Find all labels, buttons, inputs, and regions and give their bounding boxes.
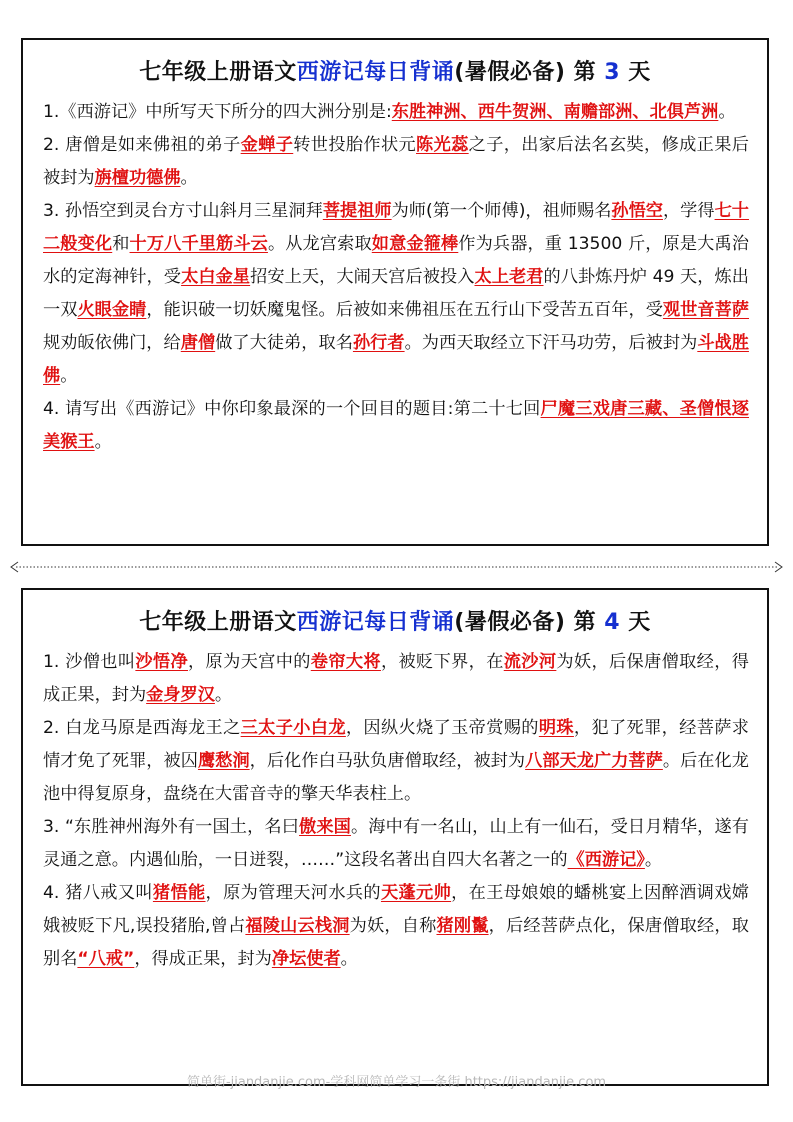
body-text: 作为兵器，重 13500 斤，原是大禹治水的定海神针，受 (43, 234, 749, 287)
body-text: 为师(第一个师傅)，祖师赐名 (391, 201, 612, 221)
answer-text: 太白金星 (181, 267, 251, 287)
body-text: 做了大徒弟，取名 (215, 333, 353, 353)
answer-text: 卷帘大将 (310, 652, 381, 672)
body-text: ，在王母娘娘的蟠桃宴上因醉酒调戏嫦娥被贬下凡,误投猪胎,曾占 (43, 883, 749, 936)
answer-text: 孙行者 (352, 333, 405, 353)
answer-text: “八戒” (77, 949, 135, 969)
body-text: 1. 沙僧也叫 (43, 652, 136, 672)
body-text: 。从龙宫索取 (267, 234, 372, 254)
body-text: 4. 猪八戒又叫 (43, 883, 153, 903)
answer-text: 观世音菩萨 (662, 300, 749, 320)
body-text: ，因纵火烧了玉帝赏赐的 (345, 718, 539, 738)
paragraph (43, 393, 749, 459)
body-text: 和 (112, 234, 130, 254)
body-text: 转世投胎作状元 (293, 135, 417, 155)
answer-text: 明珠 (538, 718, 574, 738)
answer-text: 陈光蕊 (416, 135, 469, 155)
body-text: 。后在化龙池中得复原身，盘绕在大雷音寺的擎天华表柱上。 (43, 751, 749, 804)
answer-text: 唐僧 (180, 333, 216, 353)
body-text: 。 (180, 168, 198, 188)
body-text: 。 (644, 850, 663, 870)
answer-text: 旃檀功德佛 (94, 168, 181, 188)
paragraph (43, 811, 749, 877)
answer-text: 沙悟净 (135, 652, 188, 672)
body-text: ，学得 (662, 201, 715, 221)
body-text: 。 (340, 949, 358, 969)
answer-text: 猪刚鬣 (436, 916, 489, 936)
answer-text: 十万八千里筋斗云 (129, 234, 268, 254)
answer-text: 猪悟能 (152, 883, 206, 903)
answer-text: 净坛使者 (271, 949, 341, 969)
answer-text: 金身罗汉 (146, 685, 215, 705)
paragraph (43, 712, 749, 811)
answer-text: 如意金箍棒 (371, 234, 459, 254)
answer-text: 鹰愁涧 (197, 751, 250, 771)
answer-text: 流沙河 (503, 652, 557, 672)
day4-title: 七年级上册语文西游记每日背诵(暑假必备) 第 4 天 (139, 610, 651, 635)
answer-text: 菩提祖师 (322, 201, 392, 221)
body-text: 。 (60, 366, 78, 386)
body-text: ，后经菩萨点化，保唐僧取经，取别名 (43, 916, 749, 969)
answer-text: 《西游记》 (567, 850, 645, 870)
paragraph (43, 129, 749, 195)
day3-title: 七年级上册语文西游记每日背诵(暑假必备) 第 3 天 (139, 60, 651, 85)
day4-card (21, 588, 769, 1086)
body-text: 3. “东胜神州海外有一国土，名曰 (43, 817, 300, 837)
body-text: 。 (94, 432, 112, 452)
body-text: 为妖，后保唐僧取经，得成正果，封为 (43, 652, 749, 705)
body-text: 2. 唐僧是如来佛祖的弟子 (43, 135, 241, 155)
body-text: 2. 白龙马原是西海龙王之 (43, 718, 241, 738)
body-text: 4. 请写出《西游记》中你印象最深的一个回目的题目:第二十七回 (43, 399, 541, 419)
body-text: 为妖，自称 (349, 916, 437, 936)
paragraph (43, 96, 749, 129)
body-text: 的八卦炼丹炉 49 天，炼出一双 (43, 267, 749, 320)
day3-card (21, 38, 769, 546)
body-text: ，能识破一切妖魔鬼怪。后被如来佛祖压在五行山下受苦五百年，受 (146, 300, 663, 320)
footer-watermark: 简单街-jiandanjie.com-学科网简单学习一条街 https://jiandanjie.com (186, 1075, 607, 1090)
body-text: ，原为管理天河水兵的 (205, 883, 381, 903)
body-text: 。海中有一名山，山上有一仙石，受日月精华，遂有灵通之意。内遇仙胎，一日迸裂，……”这段名著出自四大名著之一的 (43, 817, 749, 870)
body-text: ，犯了死罪，经菩萨求情才免了死罪，被囚 (43, 718, 749, 771)
paragraph (43, 195, 749, 393)
paragraph (43, 646, 749, 712)
body-text: ，得成正果，封为 (134, 949, 272, 969)
body-text: 规劝皈依佛门，给 (43, 333, 181, 353)
body-text: 。 (718, 102, 736, 122)
answer-text: 金蝉子 (240, 135, 294, 155)
body-text: 。为西天取经立下汗马功劳，后被封为 (404, 333, 698, 353)
body-text: ，被贬下界，在 (380, 652, 504, 672)
answer-text: 天蓬元帅 (380, 883, 452, 903)
body-text: ，原为天宫中的 (188, 652, 311, 672)
answer-text: 孙悟空 (611, 201, 663, 221)
body-text: 3. 孙悟空到灵台方寸山斜月三星洞拜 (43, 201, 323, 221)
answer-text: 福陵山云栈洞 (245, 916, 350, 936)
body-text: 1.《西游记》中所写天下所分的四大洲分别是: (43, 102, 392, 122)
day3-body (23, 96, 767, 459)
answer-text: 三太子小白龙 (240, 718, 346, 738)
body-text: 之子，出家后法名玄奘，修成正果后被封为 (43, 135, 749, 188)
dotted-divider (10, 560, 783, 574)
answer-text: 八部天龙广力菩萨 (525, 751, 663, 771)
answer-text: 太上老君 (474, 267, 544, 287)
answer-text: 尸魔三戏唐三藏、圣僧恨逐美猴王 (43, 399, 749, 452)
answer-text: 火眼金睛 (77, 300, 147, 320)
answer-text: 傲来国 (299, 817, 351, 837)
day4-body (23, 646, 767, 976)
body-text: 招安上天，大闹天宫后被投入 (250, 267, 475, 287)
answer-text: 东胜神洲、西牛贺洲、南赡部洲、北俱芦洲 (391, 102, 719, 122)
answer-text: 七十二般变化 (43, 201, 749, 254)
body-text: ，后化作白马驮负唐僧取经，被封为 (249, 751, 526, 771)
paragraph (43, 877, 749, 976)
body-text: 。 (214, 685, 233, 705)
answer-text: 斗战胜佛 (43, 333, 749, 386)
